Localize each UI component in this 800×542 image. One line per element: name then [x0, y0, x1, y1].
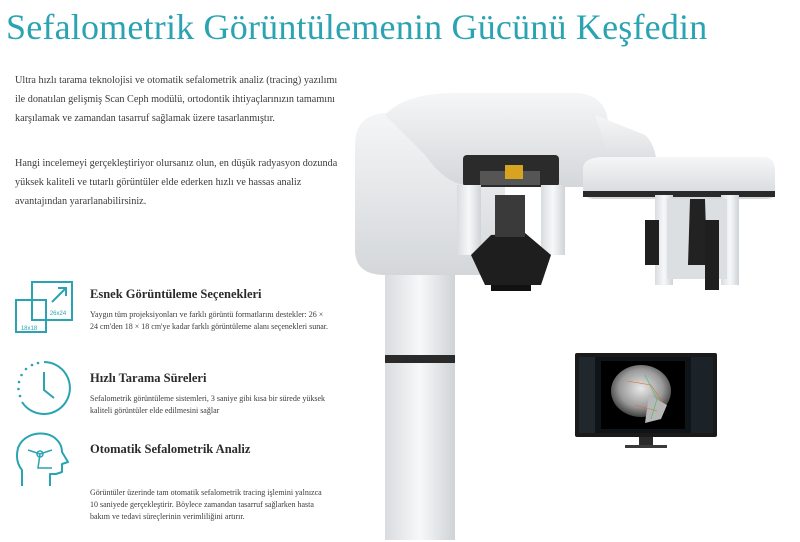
page-title: Sefalometrik Görüntülemenin Gücünü Keşfedin — [6, 7, 708, 47]
feature-desc-fast-scan: Sefalometrik görüntüleme sistemleri, 3 saniye gibi kısa bir sürede yüksek kaliteli görüntüler elde edilmesini sağlar — [90, 394, 326, 415]
feature-title-flexible-imaging: Esnek Görüntüleme Seçenekleri — [90, 287, 262, 301]
feature-title-fast-scan: Hızlı Tarama Süreleri — [90, 371, 207, 385]
intro-paragraph-1: Ultra hızlı tarama teknolojisi ve otomatik sefalometrik analiz (tracing) yazılımı ile donatılan gelişmiş Scan Ceph modülü, ortodontik ihtiyaçlarınızın tamamını karşılamak ve zamandan tasarruf sağlamak üzere tasarlanmıştır. — [15, 75, 338, 124]
feature-title-auto-analysis: Otomatik Sefalometrik Analiz — [90, 442, 251, 456]
resize-icon-small-label: 18x18 — [20, 326, 38, 332]
intro-paragraph-2: Hangi incelemeyi gerçekleştiriyor olursanız olun, en düşük radyasyon dozunda yüksek kaliteli ve tutarlı görüntüler elde ederken hızlı ve hassas analiz avantajından yararlanabilirsiniz. — [15, 158, 338, 207]
ceph-scanner-image — [345, 75, 795, 540]
feature-desc-flexible-imaging: Yaygın tüm projeksiyonları ve farklı görüntü formatlarını destekler: 26 × 24 cm'den 18 × 18 cm'ye kadar farklı görüntüleme alanı seçenekleri sunar. — [90, 310, 328, 331]
head-profile-icon — [14, 430, 74, 490]
feature-desc-auto-analysis: Görüntüler üzerinde tam otomatik sefalometrik tracing işlemini yalnızca 10 saniyede gerçekleştirir. Böylece zamandan tasarruf sağlarken hasta bakım ve tedavi süreçlerinin verimliliğini artırır. — [90, 488, 322, 521]
resize-icon — [14, 280, 76, 336]
clock-icon — [14, 358, 74, 418]
resize-icon-large-label: 26x24 — [49, 311, 67, 317]
